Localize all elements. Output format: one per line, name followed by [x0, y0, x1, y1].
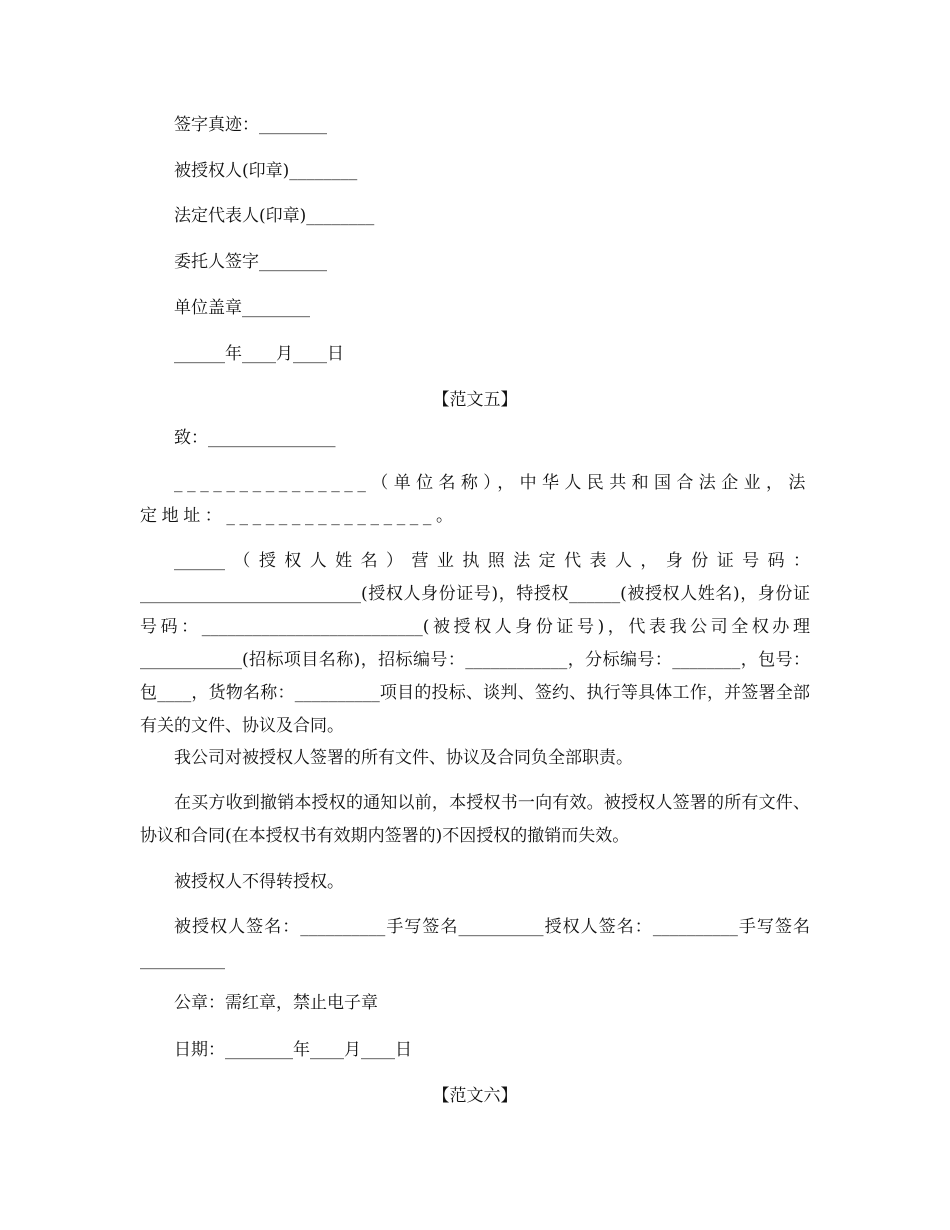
signature-line: 签字真迹：________ — [174, 115, 327, 135]
paragraph-authorization: ______（授权人姓名）营业执照法定代表人，身份证号码：__________________________(授权人身份证号)，特授权______(被授权人姓名)，身份证号码：__________________________(被授权人身份证号)，代表我公司全权办理____________(招标项目名称)，招标编号：____________，分标编号：________，包号：包____，货物名称：__________项目的投标、谈判、签约、执行等具体工作，并签署全部有关的文件、协议及合同。 — [140, 551, 810, 736]
unit-seal-line: 单位盖章________ — [174, 298, 310, 318]
paragraph-company: _______________（单位名称），中华人民共和国合法企业，法定地址：________________。 — [140, 473, 810, 526]
grantee-seal-line: 被授权人(印章)________ — [174, 161, 358, 181]
paragraph-validity: 在买方收到撤销本授权的通知以前，本授权书一向有效。被授权人签署的所有文件、协议和合同(在本授权书有效期内签署的)不因授权的撤销而失效。 — [140, 793, 810, 846]
paragraph-no-subdelegation: 被授权人不得转授权。 — [174, 872, 344, 892]
section-6-heading: 【范文六】 — [432, 1086, 518, 1106]
legal-rep-seal-line: 法定代表人(印章)________ — [174, 206, 375, 226]
paragraph-signatures: 被授权人签名：__________手写签名__________授权人签名：__________手写签名__________ — [140, 917, 810, 970]
seal-note: 公章：需红章，禁止电子章 — [174, 993, 378, 1013]
section-5-heading: 【范文五】 — [432, 390, 518, 410]
addressee-line: 致：_______________ — [174, 428, 336, 448]
date-line-section-5: 日期：________年____月____日 — [174, 1040, 412, 1060]
paragraph-responsibility: 我公司对被授权人签署的所有文件、协议及合同负全部职责。 — [174, 748, 633, 768]
entrust-sign-line: 委托人签字________ — [174, 252, 327, 272]
date-line-top: ______年____月____日 — [174, 344, 344, 364]
